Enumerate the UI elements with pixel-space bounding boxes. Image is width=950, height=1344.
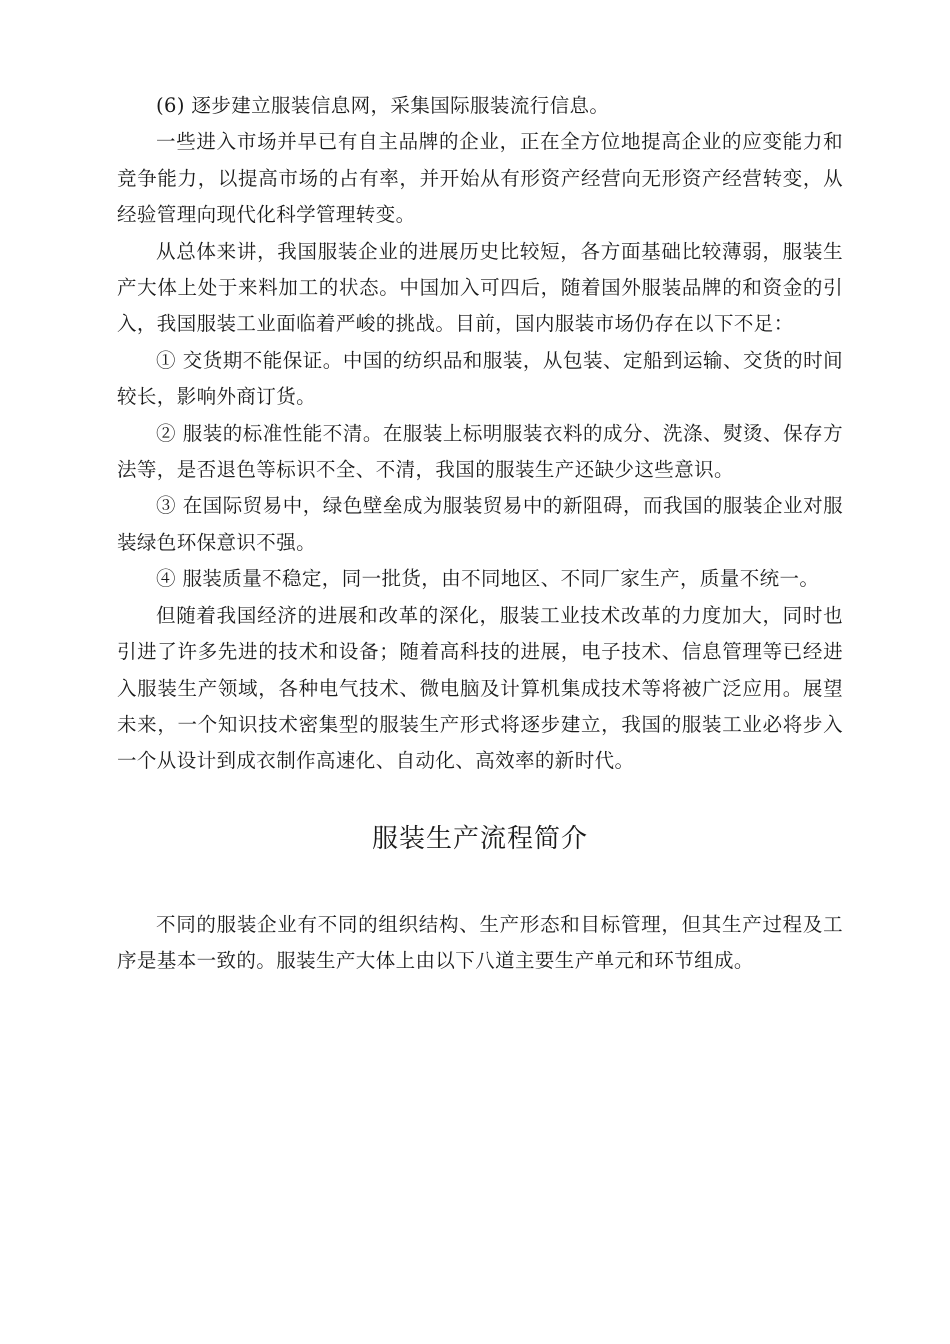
document-page — [117, 88, 843, 980]
paragraph-information-network: (6) 逐步建立服装信息网，采集国际服装流行信息。 — [156, 94, 610, 117]
list-item-quality: ④ 服装质量不稳定，同一批货，由不同地区、不同厂家生产，质量不统一。 — [156, 567, 820, 591]
list-item-standards: ② 服装的标准性能不清。在服装上标明服装衣料的成分、洗涤、熨烫、保存方法等，是否退色等标识不全、不清，我国的服装生产还缺少这些意识。 — [117, 421, 843, 482]
list-item-delivery: ① 交货期不能保证。中国的纺织品和服装，从包装、定船到运输、交货的时间较长，影响外商订货。 — [117, 348, 843, 409]
list-item-green-barrier: ③ 在国际贸易中，绿色壁垒成为服装贸易中的新阻碍，而我国的服装企业对服装绿色环保意识不强。 — [117, 494, 843, 554]
paragraph-production-intro: 不同的服装企业有不同的组织结构、生产形态和目标管理，但其生产过程及工序是基本一致的。服装生产大体上由以下八道主要生产单元和环节组成。 — [117, 912, 843, 973]
paragraph-industry-overview: 从总体来讲，我国服装企业的进展历史比较短，各方面基础比较薄弱，服装生产大体上处于来料加工的状态。中国加入可四后，随着国外服装品牌的和资金的引入，我国服装工业面临着严峻的挑战。目前，国内服装市场仍存在以下不足： — [117, 239, 843, 336]
paragraph-brand-enterprises: 一些进入市场并早已有自主品牌的企业，正在全方位地提高企业的应变能力和竞争能力，以提高市场的占有率，并开始从有形资产经营向无形资产经营转变，从经验管理向现代化科学管理转变。 — [117, 130, 843, 227]
section-title: 服装生产流程简介 — [371, 823, 588, 854]
paragraph-future-outlook: 但随着我国经济的进展和改革的深化，服装工业技术改革的力度加大，同时也引进了许多先进的技术和设备；随着高科技的进展，电子技术、信息管理等已经进入服装生产领域，各种电气技术、微电脑及计算机集成技术等将被广泛应用。展望未来，一个知识技术密集型的服装生产形式将逐步建立，我国的服装工业必将步入一个从设计到成衣制作高速化、自动化、高效率的新时代。 — [117, 603, 843, 773]
